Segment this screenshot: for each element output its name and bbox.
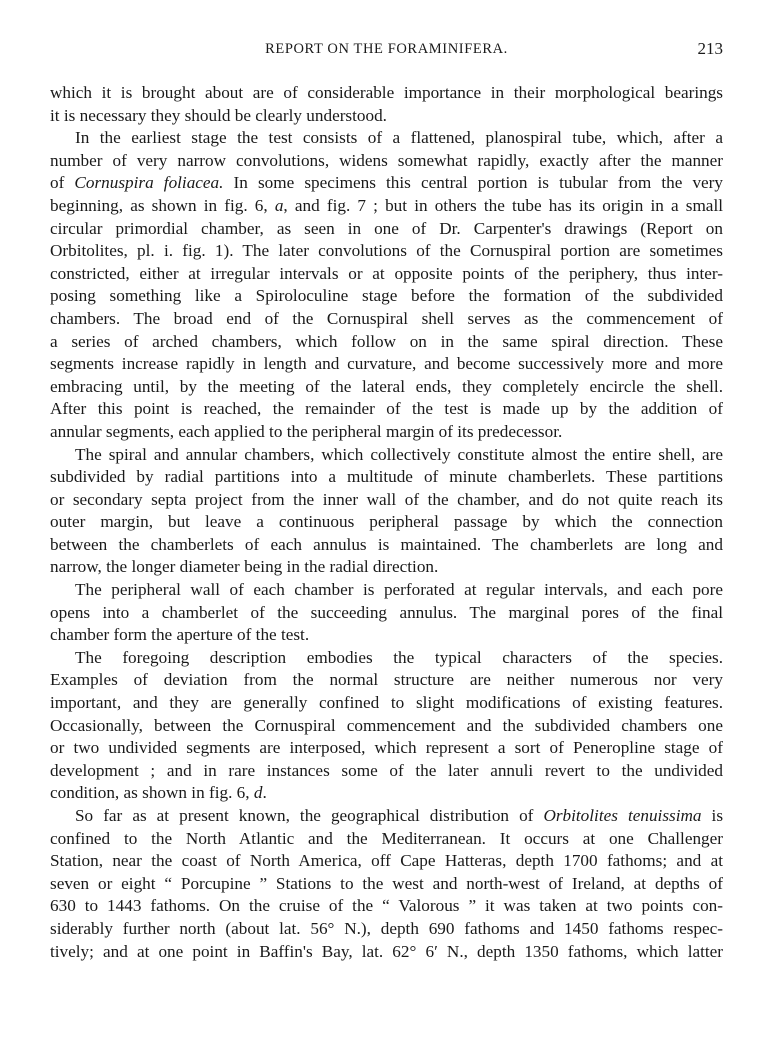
text-line: Examples of deviation from the normal structure are neither numerous nor very	[50, 670, 723, 690]
text-line: of Cornuspira foliacea. In some specimens this central portion is tubular from the very	[50, 173, 723, 193]
text-line: seven or eight “ Porcupine ” Stations to the west and north-west of Ireland, at depths of	[50, 873, 723, 893]
text-line: beginning, as shown in fig. 6, a, and fig. 7 ; but in others the tube has its origin in a small	[50, 195, 723, 215]
text-line: outer margin, but leave a continuous peripheral passage by which the connection	[50, 512, 723, 532]
text-line: The foregoing description embodies the typical characters of the species.	[75, 647, 723, 667]
text-line: narrow, the longer diameter being in the radial direction.	[50, 557, 439, 577]
text-line: or two undivided segments are interposed, which represent a sort of Peneropline stage of	[50, 738, 723, 758]
body-text	[50, 82, 723, 963]
running-title: REPORT ON THE FORAMINIFERA.	[265, 41, 508, 57]
text-line: opens into a chamberlet of the succeeding annulus. The marginal pores of the final	[50, 602, 723, 622]
text-line: development ; and in rare instances some of the later annuli revert to the undivided	[50, 760, 723, 780]
text-line: annular segments, each applied to the peripheral margin of its predecessor.	[50, 421, 563, 441]
text-line: segments increase rapidly in length and curvature, and become successively more and more	[50, 354, 723, 374]
text-line: condition, as shown in fig. 6, d.	[50, 783, 267, 803]
paragraph	[50, 579, 723, 647]
text-line: it is necessary they should be clearly understood.	[50, 105, 387, 125]
text-line: chamber form the aperture of the test.	[50, 625, 310, 645]
text-line: constricted, either at irregular intervals or at opposite points of the periphery, thus inter-	[50, 263, 723, 283]
page-number: 213	[697, 39, 723, 58]
text-line: a series of arched chambers, which follow on in the same spiral direction. These	[50, 331, 723, 351]
text-line: between the chamberlets of each annulus is maintained. The chamberlets are long and	[50, 534, 723, 554]
text-line: embracing until, by the meeting of the lateral ends, they completely encircle the shell.	[50, 376, 723, 396]
text-line: important, and they are generally confined to slight modifications of existing features.	[50, 693, 723, 713]
text-line: or secondary septa project from the inner wall of the chamber, and do not quite reach its	[50, 489, 723, 509]
paragraph	[50, 444, 723, 580]
text-line: Orbitolites, pl. i. fig. 1). The later convolutions of the Cornuspiral portion are sometimes	[50, 241, 723, 261]
text-line: So far as at present known, the geographical distribution of Orbitolites tenuissima is	[75, 806, 724, 825]
text-line: After this point is reached, the remainder of the test is made up by the addition of	[50, 399, 723, 419]
text-line: Station, near the coast of North America, off Cape Hatteras, depth 1700 fathoms; and at	[50, 851, 723, 871]
paragraph	[50, 82, 723, 127]
text-line: number of very narrow convolutions, widens somewhat rapidly, exactly after the manner	[50, 150, 723, 170]
text-line: posing something like a Spiroloculine stage before the formation of the subdivided	[50, 286, 723, 306]
text-line: subdivided by radial partitions into a multitude of minute chamberlets. These partitions	[50, 467, 723, 487]
text-line: tively; and at one point in Baffin's Bay, lat. 62° 6′ N., depth 1350 fathoms, which latter	[50, 941, 723, 961]
text-line: The peripheral wall of each chamber is perforated at regular intervals, and each pore	[75, 580, 723, 600]
paragraph	[50, 647, 723, 805]
text-line: 630 to 1443 fathoms. On the cruise of the “ Valorous ” it was taken at two points con-	[50, 896, 723, 916]
text-line: confined to the North Atlantic and the Mediterranean. It occurs at one Challenger	[50, 828, 723, 848]
running-header	[50, 41, 723, 63]
text-line: which it is brought about are of considerable importance in their morphological bearings	[50, 83, 723, 102]
text-line: chambers. The broad end of the Cornuspiral shell serves as the commencement of	[50, 308, 723, 328]
text-line: circular primordial chamber, as seen in one of Dr. Carpenter's drawings (Report on	[50, 218, 723, 238]
paragraph	[50, 127, 723, 443]
text-line: The spiral and annular chambers, which collectively constitute almost the entire shell, are	[75, 444, 723, 464]
text-line: Occasionally, between the Cornuspiral commencement and the subdivided chambers one	[50, 715, 723, 735]
text-line: In the earliest stage the test consists of a flattened, planospiral tube, which, after a	[75, 128, 723, 148]
text-line: siderably further north (about lat. 56° N.), depth 690 fathoms and 1450 fathoms respec-	[50, 918, 723, 938]
paragraph	[50, 805, 723, 963]
